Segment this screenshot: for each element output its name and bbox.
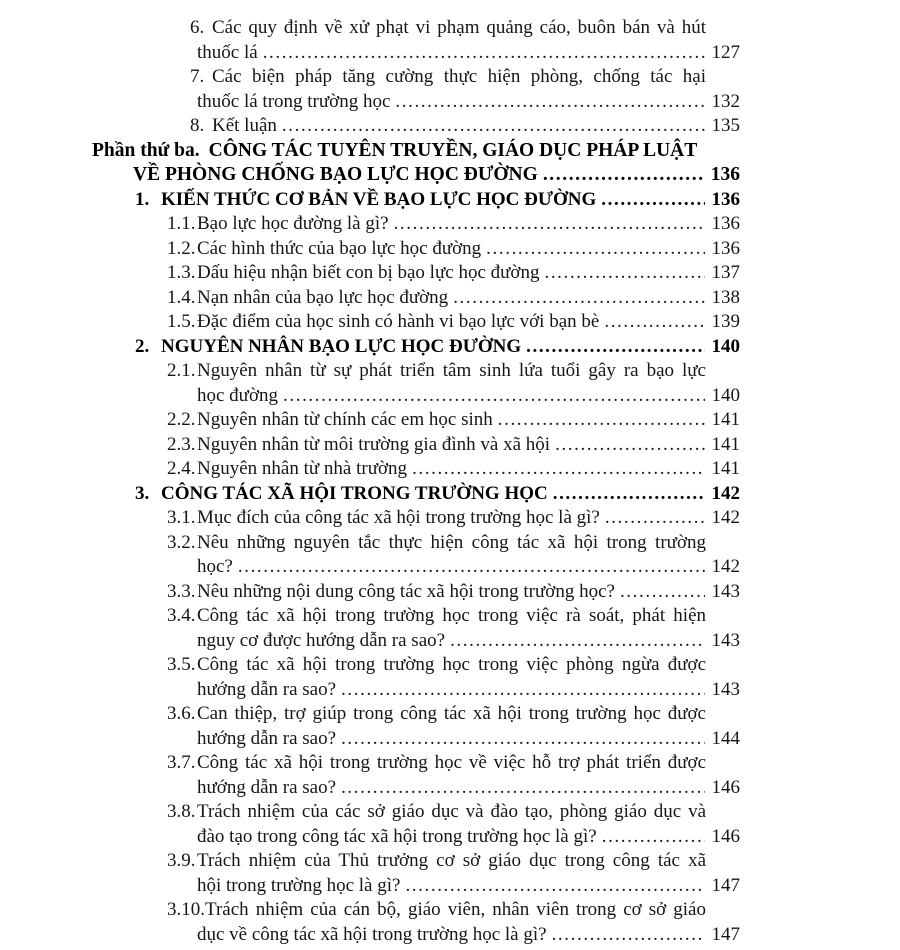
toc-row	[85, 727, 740, 752]
dot-leader	[341, 727, 705, 752]
toc-row	[85, 580, 740, 605]
dot-leader	[405, 874, 705, 899]
dot-leader	[453, 286, 705, 311]
dot-leader	[395, 90, 705, 115]
entry-number: 7.	[190, 66, 205, 87]
page-number: 132	[711, 90, 740, 112]
page-number: 143	[711, 580, 740, 602]
toc-row	[85, 212, 740, 237]
page-number: 144	[711, 727, 740, 749]
entry-title: Nguyên nhân từ chính các em học sinh	[197, 409, 493, 430]
entry-number: 1.4.	[167, 286, 196, 308]
entry-number: 3.	[135, 482, 150, 504]
toc-row	[85, 776, 740, 801]
dot-leader	[552, 923, 705, 948]
entry-number: 8.	[190, 115, 205, 136]
entry-title: hội trong trường học là gì?	[197, 874, 401, 896]
dot-leader	[602, 825, 705, 850]
toc-row	[85, 898, 740, 923]
page-number: 142	[711, 507, 740, 528]
entry-title: học đường	[197, 384, 279, 406]
entry-title: Nêu những nguyên tắc thực hiện công tác xã hội trong trường	[197, 531, 706, 553]
page-number: 136	[710, 164, 740, 185]
toc-row	[85, 261, 740, 286]
page-number: 142	[711, 482, 740, 504]
toc-row	[85, 604, 740, 629]
dot-leader	[412, 457, 705, 482]
toc-row	[85, 702, 740, 727]
entry-number: 3.9.	[167, 850, 196, 871]
toc-row	[85, 90, 740, 115]
dot-leader	[450, 629, 705, 654]
dot-leader	[604, 310, 705, 335]
dot-leader	[543, 163, 705, 188]
toc-row	[85, 408, 740, 433]
entry-title: KIẾN THỨC CƠ BẢN VỀ BẠO LỰC HỌC ĐƯỜNG	[161, 188, 597, 210]
entry-number: 1.5.	[167, 311, 196, 332]
entry-number: 3.8.	[167, 801, 196, 822]
dot-leader	[394, 212, 705, 237]
page-number: 147	[711, 923, 740, 945]
toc-row	[85, 531, 740, 556]
entry-title: Nguyên nhân từ nhà trường	[197, 458, 408, 479]
toc-row	[85, 114, 740, 139]
entry-number: 1.	[135, 188, 150, 210]
toc-row	[85, 335, 740, 360]
toc-row	[85, 188, 740, 213]
entry-title: thuốc lá trong trường học	[197, 90, 391, 112]
page-number: 143	[711, 678, 740, 700]
page-number: 141	[711, 433, 740, 455]
entry-title: Kết luận	[212, 115, 277, 136]
dot-leader	[341, 776, 705, 801]
entry-number: 2.2.	[167, 409, 196, 430]
entry-number: 3.3.	[167, 580, 196, 602]
entry-number: 2.1.	[167, 360, 196, 381]
page-number: 146	[711, 776, 740, 798]
entry-title: Công tác xã hội trong trường học trong việc phòng ngừa được	[197, 654, 706, 675]
entry-title: VỀ PHÒNG CHỐNG BẠO LỰC HỌC ĐƯỜNG	[133, 164, 538, 185]
toc-row	[85, 825, 740, 850]
page-number: 136	[711, 213, 740, 234]
toc-row	[85, 41, 740, 66]
toc-row	[85, 482, 740, 507]
page-number: 138	[711, 286, 740, 308]
entry-number: 2.	[135, 335, 150, 357]
entry-title: Nạn nhân của bạo lực học đường	[197, 286, 449, 308]
toc-row	[85, 286, 740, 311]
table-of-contents	[85, 16, 740, 947]
dot-leader	[238, 555, 705, 580]
entry-title: Công tác xã hội trong trường học về việc hỗ trợ phát triển được	[197, 752, 706, 773]
entry-number: 1.1.	[167, 213, 196, 234]
toc-row	[85, 849, 740, 874]
toc-row	[85, 433, 740, 458]
entry-title: nguy cơ được hướng dẫn ra sao?	[197, 629, 446, 651]
dot-leader	[555, 433, 705, 458]
entry-number: 2.3.	[167, 433, 196, 455]
page-number: 147	[711, 874, 740, 896]
toc-row	[85, 139, 740, 164]
dot-leader	[341, 678, 705, 703]
entry-title: Các biện pháp tăng cường thực hiện phòng, chống tác hại	[212, 66, 706, 87]
entry-title: Các quy định về xử phạt vi phạm quảng cáo, buôn bán và hút	[212, 17, 706, 38]
dot-leader	[263, 41, 705, 66]
dot-leader	[526, 335, 705, 360]
entry-title: Bạo lực học đường là gì?	[197, 213, 389, 234]
toc-row	[85, 237, 740, 262]
entry-title: Can thiệp, trợ giúp trong công tác xã hội trong trường học được	[197, 703, 706, 724]
toc-row	[85, 653, 740, 678]
toc-row	[85, 163, 740, 188]
entry-number: 1.2.	[167, 237, 196, 259]
dot-leader	[498, 408, 705, 433]
page-number: 141	[711, 409, 740, 430]
entry-title: Mục đích của công tác xã hội trong trường học là gì?	[197, 507, 600, 528]
page-number: 146	[711, 825, 740, 847]
entry-title: Nêu những nội dung công tác xã hội trong trường học?	[197, 580, 615, 602]
page-number: 140	[711, 384, 740, 406]
entry-number: 3.2.	[167, 531, 196, 553]
toc-row	[85, 678, 740, 703]
entry-title: Công tác xã hội trong trường học trong việc rà soát, phát hiện	[197, 605, 706, 626]
dot-leader	[282, 114, 705, 139]
entry-title: hướng dẫn ra sao?	[197, 727, 337, 749]
entry-number: 1.3.	[167, 262, 196, 283]
page-number: 137	[711, 262, 740, 283]
toc-row	[85, 384, 740, 409]
entry-title: Dấu hiệu nhận biết con bị bạo lực học đường	[197, 262, 540, 283]
page-number: 142	[711, 556, 740, 577]
entry-title: CÔNG TÁC TUYÊN TRUYỀN, GIÁO DỤC PHÁP LUẬT	[208, 139, 698, 161]
entry-title: Các hình thức của bạo lực học đường	[197, 237, 482, 259]
toc-row	[85, 16, 740, 41]
page-number: 139	[711, 311, 740, 332]
entry-title: Đặc điểm của học sinh có hành vi bạo lực với bạn bè	[197, 311, 600, 332]
page-number: 127	[711, 41, 740, 63]
entry-title: NGUYÊN NHÂN BẠO LỰC HỌC ĐƯỜNG	[161, 335, 522, 357]
entry-title: dục về công tác xã hội trong trường học là gì?	[197, 923, 547, 945]
toc-row	[85, 65, 740, 90]
page-number: 143	[711, 629, 740, 651]
page-number: 135	[711, 115, 740, 136]
entry-number: 3.4.	[167, 605, 196, 626]
entry-title: học?	[197, 556, 233, 577]
entry-number: 3.7.	[167, 752, 196, 773]
toc-row	[85, 359, 740, 384]
dot-leader	[605, 506, 705, 531]
entry-title: Trách nhiệm của Thủ trưởng cơ sở giáo dục trong công tác xã	[197, 850, 706, 871]
entry-title: Trách nhiệm của cán bộ, giáo viên, nhân viên trong cơ sở giáo	[205, 899, 706, 920]
entry-title: hướng dẫn ra sao?	[197, 776, 337, 798]
dot-leader	[544, 261, 705, 286]
dot-leader	[283, 384, 705, 409]
dot-leader	[486, 237, 705, 262]
page-number: 140	[711, 335, 740, 357]
dot-leader	[553, 482, 705, 507]
page-number: 136	[711, 188, 740, 210]
entry-number: 3.10.	[167, 899, 205, 920]
entry-number: 6.	[190, 17, 205, 38]
entry-number: 2.4.	[167, 458, 196, 479]
toc-row	[85, 800, 740, 825]
entry-title: hướng dẫn ra sao?	[197, 678, 337, 700]
entry-title: đào tạo trong công tác xã hội trong trường học là gì?	[197, 825, 597, 847]
entry-title: Nguyên nhân từ môi trường gia đình và xã hội	[197, 433, 551, 455]
entry-number: 3.5.	[167, 654, 196, 675]
dot-leader	[601, 188, 705, 213]
toc-row	[85, 310, 740, 335]
toc-row	[85, 506, 740, 531]
entry-number: 3.6.	[167, 703, 196, 724]
entry-title: thuốc lá	[197, 41, 258, 63]
entry-number: Phần thứ ba.	[92, 139, 200, 161]
entry-title: CÔNG TÁC XÃ HỘI TRONG TRƯỜNG HỌC	[161, 482, 548, 504]
toc-row	[85, 923, 740, 948]
toc-row	[85, 751, 740, 776]
dot-leader	[620, 580, 705, 605]
entry-number: 3.1.	[167, 507, 196, 528]
entry-title: Trách nhiệm của các sở giáo dục và đào tạo, phòng giáo dục và	[197, 801, 706, 822]
toc-row	[85, 555, 740, 580]
page-number: 136	[711, 237, 740, 259]
entry-title: Nguyên nhân từ sự phát triển tâm sinh lứa tuổi gây ra bạo lực	[197, 360, 706, 381]
toc-row	[85, 874, 740, 899]
toc-row	[85, 629, 740, 654]
page-number: 141	[711, 458, 740, 479]
toc-row	[85, 457, 740, 482]
